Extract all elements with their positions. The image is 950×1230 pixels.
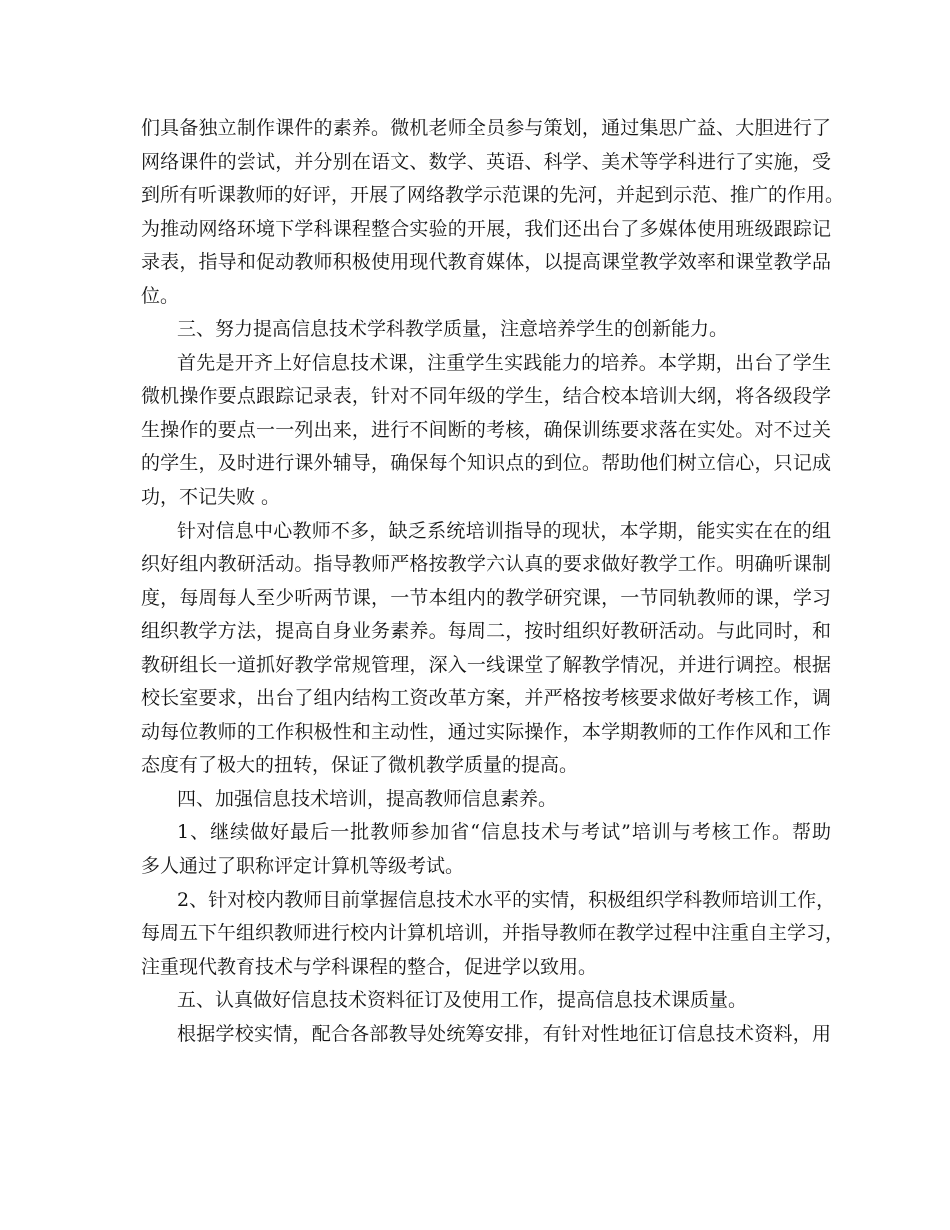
text-line: 针对信息中心教师不多，缺乏系统培训指导的现状，本学期，能实实在在的组 — [177, 519, 831, 542]
text-line: 录表，指导和促动教师积极使用现代教育媒体，以提高课堂教学效率和课堂教学品 — [141, 251, 831, 274]
text-line: 网络课件的尝试，并分别在语文、数学、英语、科学、美术等学科进行了实施，受 — [141, 150, 831, 173]
text-line: 组织教学方法，提高自身业务素养。每周二，按时组织好教研活动。与此同时，和 — [141, 620, 831, 643]
text-line: 微机操作要点跟踪记录表，针对不同年级的学生，结合校本培训大纲，将各级段学 — [141, 385, 831, 408]
text-line: 态度有了极大的扭转，保证了微机教学质量的提高。 — [141, 754, 579, 777]
text-line: 1、继续做好最后一批教师参加省“信息技术与考试”培训与考核工作。帮助 — [177, 821, 831, 844]
text-line: 三、努力提高信息技术学科教学质量，注意培养学生的创新能力。 — [177, 318, 729, 341]
text-line: 度，每周每人至少听两节课，一节本组内的教学研究课，一节同轨教师的课，学习 — [141, 586, 831, 609]
text-line: 首先是开齐上好信息技术课，注重学生实践能力的培养。本学期，出台了学生 — [177, 351, 831, 374]
text-line: 为推动网络环境下学科课程整合实验的开展，我们还出台了多媒体使用班级跟踪记 — [141, 217, 831, 240]
text-line: 四、加强信息技术培训，提高教师信息素养。 — [177, 787, 558, 810]
text-line: 动每位教师的工作积极性和主动性，通过实际操作，本学期教师的工作作风和工作 — [141, 720, 831, 743]
text-line: 多人通过了职称评定计算机等级考试。 — [141, 855, 465, 878]
document-body — [141, 112, 845, 1051]
text-line: 生操作的要点一一列出来，进行不间断的考核，确保训练要求落在实处。对不过关 — [141, 418, 831, 441]
text-line: 注重现代教育技术与学科课程的整合，促进学以致用。 — [141, 955, 598, 978]
text-line: 位。 — [141, 284, 180, 307]
text-line: 织好组内教研活动。指导教师严格按教学六认真的要求做好教学工作。明确听课制 — [141, 553, 831, 576]
text-line: 教研组长一道抓好教学常规管理，深入一线课堂了解教学情况，并进行调控。根据 — [141, 653, 831, 676]
text-line: 五、认真做好信息技术资料征订及使用工作，提高信息技术课质量。 — [177, 989, 748, 1012]
text-line: 功，不记失败 。 — [141, 486, 281, 509]
text-line: 们具备独立制作课件的素养。微机老师全员参与策划，通过集思广益、大胆进行了 — [141, 117, 831, 139]
text-line: 校长室要求，出台了组内结构工资改革方案，并严格按考核要求做好考核工作，调 — [141, 687, 831, 710]
text-line: 到所有听课教师的好评，开展了网络教学示范课的先河，并起到示范、推广的作用。 — [141, 184, 845, 207]
text-line: 根据学校实情，配合各部教导处统筹安排，有针对性地征订信息技术资料，用 — [177, 1022, 831, 1045]
text-line: 的学生，及时进行课外辅导，确保每个知识点的到位。帮助他们树立信心，只记成 — [141, 452, 831, 475]
text-line: 2、针对校内教师目前掌握信息技术水平的实情，积极组织学科教师培训工作， — [177, 888, 836, 911]
text-line: 每周五下午组织教师进行校内计算机培训，并指导教师在教学过程中注重自主学习， — [141, 922, 845, 945]
